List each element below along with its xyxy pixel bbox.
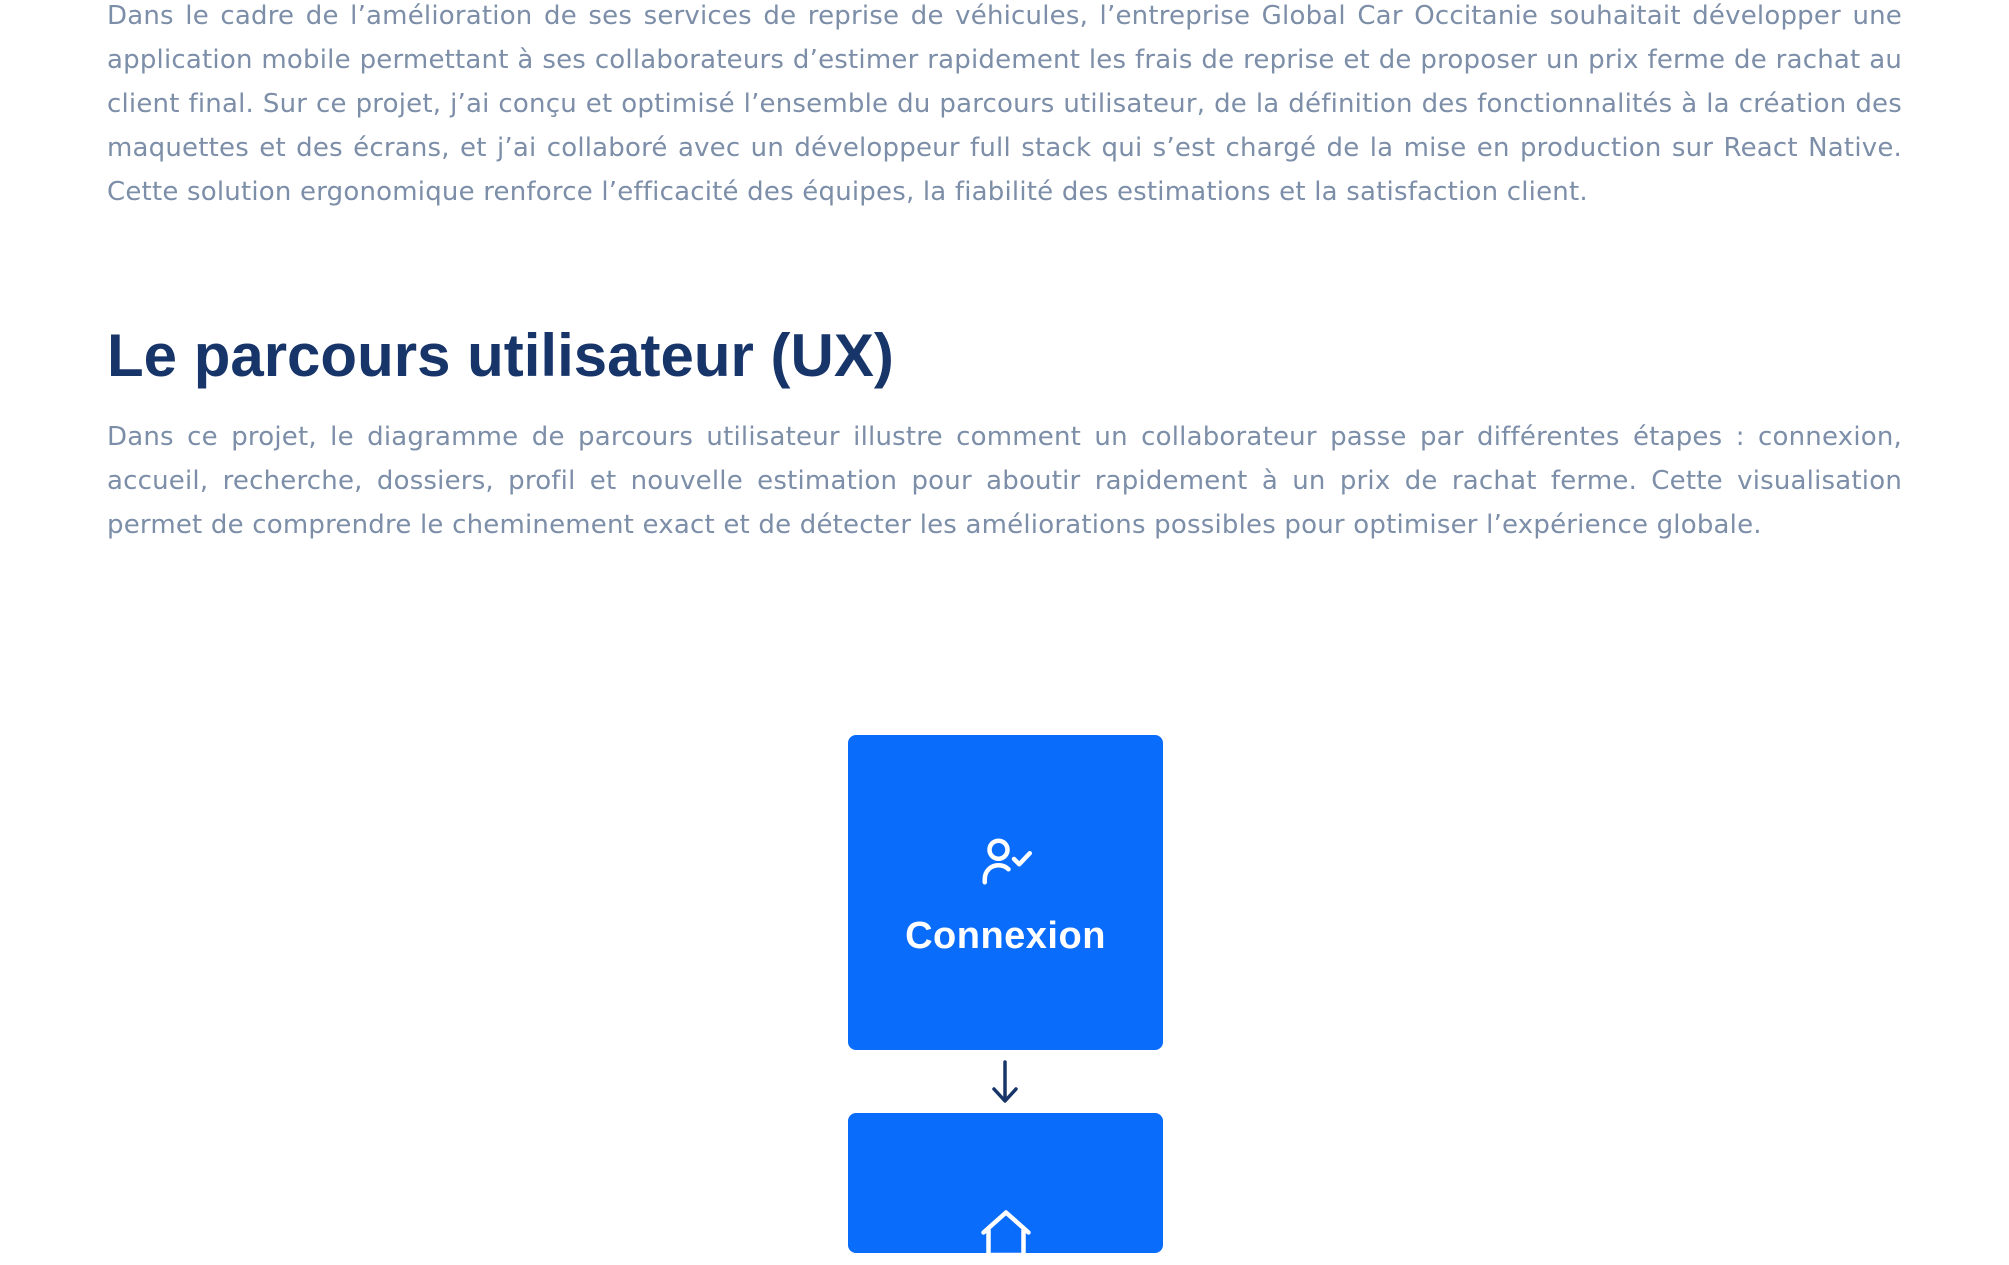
arrow-down-icon bbox=[989, 1058, 1021, 1106]
intro-paragraph: Dans le cadre de l’amélioration de ses services de reprise de véhicules, l’entreprise Global Car Occitanie souhaitait développer une application mobile permettant à ses collaborateurs d’estimer rapidement les frais de reprise et de proposer un prix ferme de rachat au client final. Sur ce projet, j’ai conçu et optimisé l’ensemble du parcours utilisateur, de la définition des fonctionnalités à la création des maquettes et des écrans, et j’ai collaboré avec un développeur full stack qui s’est chargé de la mise en production sur React Native. Cette solution ergonomique renforce l’efficacité des équipes, la fiabilité des estimations et la satisfaction client. bbox=[107, 1, 1902, 207]
flow-step-label: Connexion bbox=[905, 915, 1106, 957]
section-title-ux: Le parcours utilisateur (UX) bbox=[107, 322, 894, 389]
home-icon bbox=[976, 1205, 1036, 1265]
user-check-icon bbox=[976, 831, 1036, 891]
flow-step-accueil bbox=[848, 1113, 1163, 1253]
flow-step-connexion bbox=[848, 735, 1163, 1050]
ux-description-paragraph: Dans ce projet, le diagramme de parcours utilisateur illustre comment un collaborateur passe par différentes étapes : connexion, accueil, recherche, dossiers, profil et nouvelle estimation pour aboutir rapidement à un prix de rachat ferme. Cette visualisation permet de comprendre le cheminement exact et de détecter les améliorations possibles pour optimiser l’expérience globale. bbox=[107, 422, 1902, 540]
